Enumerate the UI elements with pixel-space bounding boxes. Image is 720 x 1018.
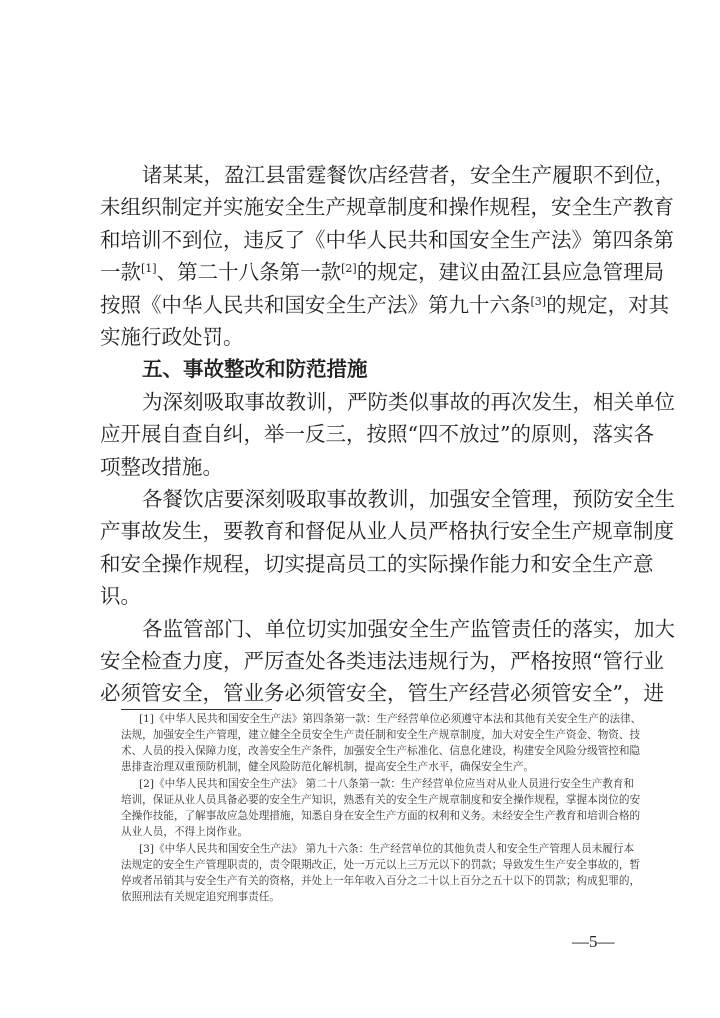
text: 一款 bbox=[100, 260, 141, 284]
text-line: 为深刻吸取事故教训，严防类似事故的再次发生，相关单位 bbox=[142, 390, 675, 414]
text-line: 安全检查力度，严厉查处各类违法违规行为，严格按照“管行业 bbox=[100, 649, 664, 673]
text: 的规定，对其 bbox=[546, 293, 670, 317]
text: 、第二十八条第一款 bbox=[156, 260, 342, 284]
page-number: —5— bbox=[572, 932, 615, 951]
footnote-line: 培训，保证从业人员具备必要的安全生产知识，熟悉有关的安全生产规章制度和安全操作规程，掌握本岗位的安 bbox=[121, 794, 641, 806]
text: 按照《中华人民共和国安全生产法》第九十六条 bbox=[100, 293, 531, 317]
section-heading: 五、事故整改和防范措施 bbox=[142, 357, 368, 381]
footnote-ref-3[interactable]: [3] bbox=[530, 295, 547, 308]
footnote-line: 依照刑法有关规定追究刑事责任。 bbox=[121, 891, 280, 903]
text-line: 产事故发生，要教育和督促从业人员严格执行安全生产规章制度 bbox=[100, 519, 674, 543]
footnote-divider bbox=[121, 709, 272, 710]
text-line: 实施行政处罚。 bbox=[100, 325, 244, 349]
footnote-1: [1]《中华人民共和国安全生产法》第四条第一款：生产经营单位必须遵守本法和其他有关安全生产的法律、 bbox=[139, 713, 642, 725]
text: 的规定，建议由盈江县应急管理局 bbox=[356, 260, 665, 284]
footnote-line: 从业人员，不得上岗作业。 bbox=[121, 826, 249, 838]
text-line: 识。 bbox=[100, 584, 141, 608]
footnote-3: [3]《中华人民共和国安全生产法》 第九十六条：生产经营单位的其他负责人和安全生产管理人员未履行本 bbox=[139, 843, 635, 855]
text-line: 项整改措施。 bbox=[100, 455, 223, 479]
footnote-line: 全操作技能，了解事故应急处理措施，知悉自身在安全生产方面的权利和义务。未经安全生产教育和培训合格的 bbox=[121, 810, 641, 822]
footnote-line: 患排查治理双重预防机制，健全风险防范化解机制，提高安全生产水平，确保安全生产。 bbox=[121, 761, 535, 773]
text-line: 应开展自查自纠，举一反三，按照“四不放过”的原则，落实各 bbox=[100, 422, 654, 446]
text-line: 必须管安全，管业务必须管安全，管生产经营必须管安全”，进 bbox=[100, 681, 664, 705]
text-line: 各监管部门、单位切实加强安全生产监管责任的落实，加大 bbox=[142, 617, 675, 641]
text-line: 和安全操作规程，切实提高员工的实际操作能力和安全生产意 bbox=[100, 552, 654, 576]
footnote-2: [2]《中华人民共和国安全生产法》 第二十八条第一款：生产经营单位应当对从业人员进行安全生产教育和 bbox=[139, 778, 635, 790]
text-line: 诸某某，盈江县雷霆餐饮店经营者，安全生产履职不到位， bbox=[142, 163, 675, 187]
footnote-line: 法规，加强安全生产管理，建立健全全员安全生产责任制和安全生产规章制度，加大对安全生产资金、物资、技 bbox=[121, 729, 641, 741]
text-line: 和培训不到位，违反了《中华人民共和国安全生产法》第四条第 bbox=[100, 228, 674, 252]
text-line: 未组织制定并实施安全生产规章制度和操作规程，安全生产教育 bbox=[100, 195, 674, 219]
text-line bbox=[100, 257, 665, 287]
footnote-ref-2[interactable]: [2] bbox=[341, 262, 357, 275]
footnote-ref-1[interactable]: [1] bbox=[141, 262, 157, 275]
footnote-line: 停或者吊销其与安全生产有关的资格，并处上一年年收入百分之二十以上百分之五十以下的罚款；构成犯罪的， bbox=[121, 875, 641, 887]
text-line: 各餐饮店要深刻吸取事故教训，加强安全管理，预防安全生 bbox=[142, 487, 675, 511]
footnote-line: 术、人员的投入保障力度，改善安全生产条件，加强安全生产标准化、信息化建设，构建安全风险分级管控和隐 bbox=[121, 745, 641, 757]
footnote-line: 法规定的安全生产管理职责的，责令限期改正，处一万元以上三万元以下的罚款；导致发生生产安全事故的，暂 bbox=[121, 859, 641, 871]
text-line bbox=[100, 290, 670, 320]
